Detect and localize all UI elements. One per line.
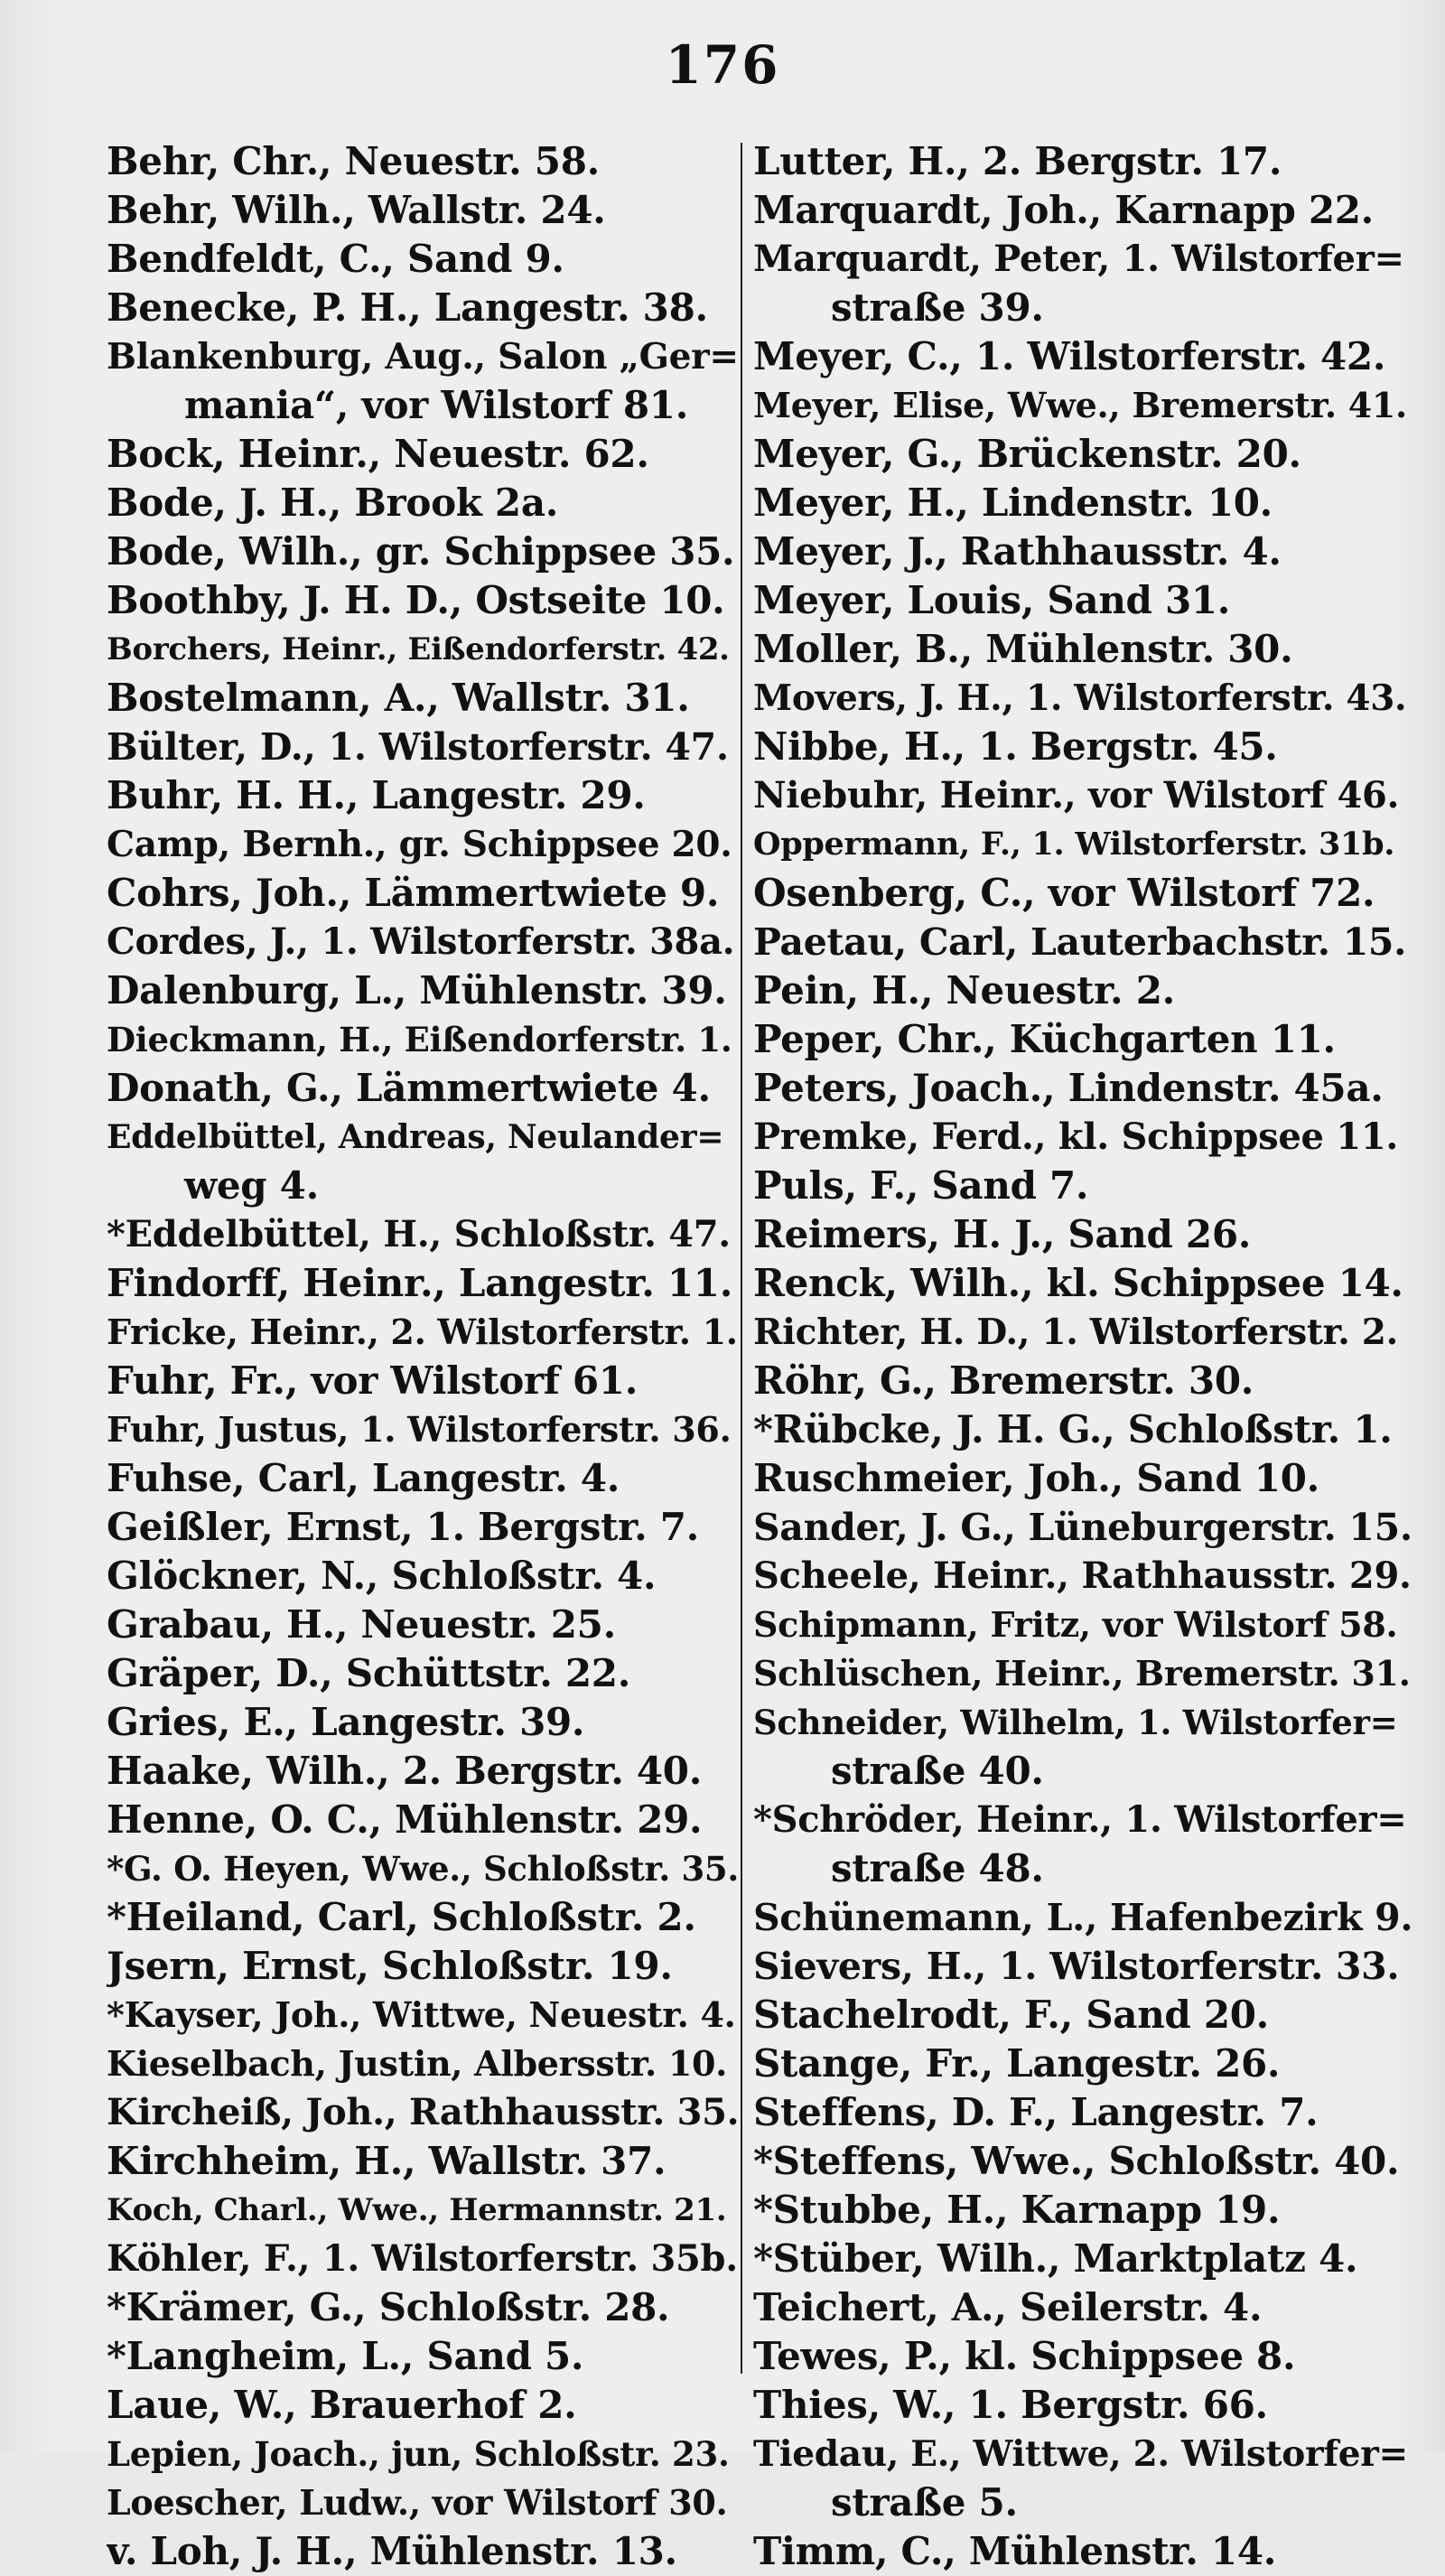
directory-entry: Premke, Ferd., kl. Schippsee 11. [753,1115,1398,1158]
directory-entry-continuation: straße 5. [831,2480,1018,2525]
directory-entry: Schipmann, Fritz, vor Wilstorf 58. [753,1604,1398,1645]
directory-entry: Gräper, D., Schüttstr. 22. [107,1651,631,1695]
directory-entry: Marquardt, Joh., Karnapp 22. [753,188,1374,232]
directory-entry: Bode, J. H., Brook 2a. [107,481,559,525]
right-column [753,137,1412,2576]
directory-entry: Eddelbüttel, Andreas, Neulander= [107,1118,724,1156]
directory-entry: Koch, Charl., Wwe., Hermannstr. 21. [107,2192,727,2228]
directory-entry: Kirchheim, H., Wallstr. 37. [107,2139,667,2183]
directory-entry: Lutter, H., 2. Bergstr. 17. [753,139,1282,183]
directory-entry: Thies, W., 1. Bergstr. 66. [753,2383,1268,2427]
directory-entry: *Stubbe, H., Karnapp 19. [753,2188,1281,2232]
directory-entry-continuation: straße 39. [831,285,1044,330]
directory-entry: Bode, Wilh., gr. Schippsee 35. [107,529,735,574]
directory-entry: Cordes, J., 1. Wilstorferstr. 38a. [107,920,735,963]
directory-entry: Grabau, H., Neuestr. 25. [107,1602,616,1647]
directory-entry: Behr, Wilh., Wallstr. 24. [107,188,606,232]
directory-entry: Meyer, C., 1. Wilstorferstr. 42. [753,334,1386,378]
directory-entry-continuation: straße 40. [831,1749,1044,1793]
directory-entry: Steffens, D. F., Langestr. 7. [753,2090,1319,2134]
directory-entry: Richter, H. D., 1. Wilstorferstr. 2. [753,1311,1398,1353]
directory-entry: Dalenburg, L., Mühlenstr. 39. [107,968,727,1013]
directory-entry: Haake, Wilh., 2. Bergstr. 40. [107,1749,703,1793]
directory-entry-continuation: mania“, vor Wilstorf 81. [184,383,689,427]
directory-entry: Scheele, Heinr., Rathhausstr. 29. [753,1554,1412,1597]
page-number: 176 [665,34,780,96]
directory-entry: Jsern, Ernst, Schloßstr. 19. [107,1944,673,1988]
directory-entry: Meyer, Elise, Wwe., Bremerstr. 41. [753,385,1407,425]
directory-entry: Camp, Bernh., gr. Schippsee 20. [107,824,732,865]
directory-entry: Schlüschen, Heinr., Bremerstr. 31. [753,1653,1411,1694]
directory-entry: Stachelrodt, F., Sand 20. [753,1993,1269,2037]
directory-entry: Niebuhr, Heinr., vor Wilstorf 46. [753,774,1400,817]
directory-entry: *G. O. Heyen, Wwe., Schloßstr. 35. [107,1849,739,1889]
directory-entry: Benecke, P. H., Langestr. 38. [107,285,708,330]
directory-entry: Gries, E., Langestr. 39. [107,1700,585,1744]
directory-entry: *Eddelbüttel, H., Schloßstr. 47. [107,1213,731,1255]
directory-entry: Oppermann, F., 1. Wilstorferstr. 31b. [753,826,1395,863]
directory-entry: *Stüber, Wilh., Marktplatz 4. [753,2236,1358,2281]
directory-entry: *Langheim, L., Sand 5. [107,2334,584,2378]
directory-entry: Schneider, Wilhelm, 1. Wilstorfer= [753,1703,1398,1742]
directory-entry: Glöckner, N., Schloßstr. 4. [107,1554,657,1598]
directory-entry: Dieckmann, H., Eißendorferstr. 1. [107,1020,732,1059]
directory-entry: Lepien, Joach., jun, Schloßstr. 23. [107,2434,730,2474]
directory-entry: *Rübcke, J. H. G., Schloßstr. 1. [753,1407,1393,1451]
directory-entry: Cohrs, Joh., Lämmertwiete 9. [107,871,720,915]
directory-entry: Fuhse, Carl, Langestr. 4. [107,1456,620,1500]
directory-entry: Reimers, H. J., Sand 26. [753,1212,1252,1256]
directory-entry: Blankenburg, Aug., Salon „Ger= [107,336,739,378]
directory-entry: Paetau, Carl, Lauterbachstr. 15. [753,920,1407,964]
directory-entry: Boothby, J. H. D., Ostseite 10. [107,578,725,622]
directory-entry: Meyer, Louis, Sand 31. [753,578,1231,622]
directory-entry: *Kayser, Joh., Wittwe, Neuestr. 4. [107,1994,736,2035]
directory-entry: Renck, Wilh., kl. Schippsee 14. [753,1261,1403,1305]
directory-entry: Geißler, Ernst, 1. Bergstr. 7. [107,1505,700,1549]
directory-entry: Peper, Chr., Küchgarten 11. [753,1017,1336,1061]
directory-entry: *Steffens, Wwe., Schloßstr. 40. [753,2139,1400,2183]
directory-entry: Meyer, H., Lindenstr. 10. [753,481,1273,525]
directory-entry: Bülter, D., 1. Wilstorferstr. 47. [107,725,729,769]
directory-entry: Fricke, Heinr., 2. Wilstorferstr. 1. [107,1311,738,1352]
directory-entry: Köhler, F., 1. Wilstorferstr. 35b. [107,2237,738,2280]
directory-entry: Bostelmann, A., Wallstr. 31. [107,676,690,720]
directory-entry: Sievers, H., 1. Wilstorferstr. 33. [753,1945,1400,1988]
directory-entry: Puls, F., Sand 7. [753,1163,1089,1208]
directory-entry: v. Loh, J. H., Mühlenstr. 13. [107,2529,677,2573]
directory-entry: Röhr, G., Bremerstr. 30. [753,1358,1254,1403]
directory-entry: Bendfeldt, C., Sand 9. [107,237,564,281]
directory-entry: Movers, J. H., 1. Wilstorferstr. 43. [753,677,1407,719]
directory-entry: Bock, Heinr., Neuestr. 62. [107,432,649,476]
directory-entry: Sander, J. G., Lüneburgerstr. 15. [753,1506,1412,1549]
directory-entry: Fuhr, Fr., vor Wilstorf 61. [107,1358,639,1403]
directory-entry: Laue, W., Brauerhof 2. [107,2383,577,2427]
directory-entry: Buhr, H. H., Langestr. 29. [107,773,646,817]
directory-entry: Stange, Fr., Langestr. 26. [753,2041,1281,2086]
directory-entry: Kircheiß, Joh., Rathhausstr. 35. [107,2091,739,2133]
directory-entry: Loescher, Ludw., vor Wilstorf 30. [107,2482,728,2523]
directory-entry: Ruschmeier, Joh., Sand 10. [753,1456,1319,1500]
directory-entry: Meyer, J., Rathhausstr. 4. [753,529,1282,574]
directory-entry: Schünemann, L., Hafenbezirk 9. [753,1896,1412,1939]
directory-entry: *Heiland, Carl, Schloßstr. 2. [107,1895,696,1939]
directory-entry: Donath, G., Lämmertwiete 4. [107,1066,711,1110]
directory-entry: Tewes, P., kl. Schippsee 8. [753,2334,1296,2378]
directory-entry: Borchers, Heinr., Eißendorferstr. 42. [107,631,730,667]
directory-entry: *Krämer, G., Schloßstr. 28. [107,2285,670,2329]
directory-entry: Osenberg, C., vor Wilstorf 72. [753,871,1375,915]
directory-entry: Fuhr, Justus, 1. Wilstorferstr. 36. [107,1409,732,1450]
directory-entry: Behr, Chr., Neuestr. 58. [107,139,600,183]
directory-entry: Moller, B., Mühlenstr. 30. [753,627,1293,671]
directory-entry: Peters, Joach., Lindenstr. 45a. [753,1066,1384,1110]
directory-entry: Pein, H., Neuestr. 2. [753,968,1175,1013]
directory-entry: Tiedau, E., Wittwe, 2. Wilstorfer= [753,2433,1408,2475]
column-divider [741,143,742,2374]
directory-entry-continuation: straße 48. [831,1846,1044,1890]
directory-entry: Kieselbach, Justin, Albersstr. 10. [107,2043,728,2084]
left-column [107,137,739,2576]
directory-entry: Nibbe, H., 1. Bergstr. 45. [753,724,1278,769]
directory-entry: Findorff, Heinr., Langestr. 11. [107,1261,733,1305]
directory-entry: Teichert, A., Seilerstr. 4. [753,2285,1263,2329]
directory-entry: Henne, O. C., Mühlenstr. 29. [107,1797,703,1842]
directory-entry: Timm, C., Mühlenstr. 14. [753,2529,1277,2573]
directory-entry: Marquardt, Peter, 1. Wilstorfer= [753,238,1404,280]
directory-entry: *Schröder, Heinr., 1. Wilstorfer= [753,1798,1407,1841]
directory-entry: Meyer, G., Brückenstr. 20. [753,432,1301,476]
directory-entry-continuation: weg 4. [184,1163,319,1208]
